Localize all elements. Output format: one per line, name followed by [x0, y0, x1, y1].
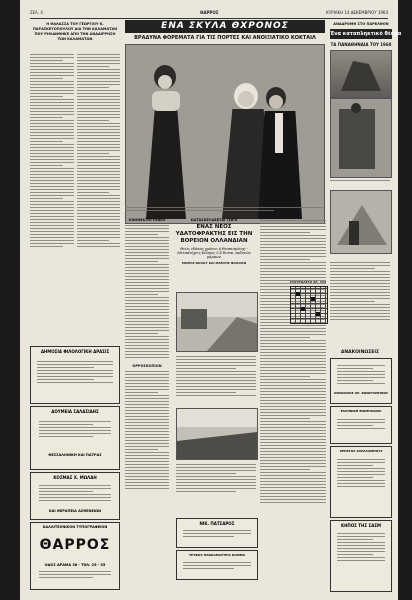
left-article-text: [30, 52, 74, 332]
dike-kicker: ΚΑΤΑΣΚΕΥΑΖΕΤΑΙ ΤΩΡΑ: [190, 218, 238, 222]
side-label-b: ΟΡΡΟΣΚΟΠΙΟΝ: [132, 364, 162, 368]
ad-box-3-title: ΚΑΙ ΘΕΡΑΠΕΙΑ ΑΣΘΕΝΕΙΩΝ: [48, 509, 102, 513]
newspaper-page: [20, 0, 402, 600]
ad-box-1-title: ΔΗΜΟΣΙΑ ΦΙΛΟΛΟΓΙΚΗ ΔΡΑΣΙΣ: [40, 349, 110, 354]
parade-photo: [330, 50, 392, 98]
right-caption: [330, 178, 390, 183]
side-label-a: ΚΙΝΗΜΑΤΟΓΡΑΦΟΙ: [128, 218, 166, 222]
right-sub: ΤΑ ΠΑΝΑΘΗΝΑΙΑ ΤΟΥ 1960: [330, 42, 392, 47]
issue-date: ΚΥΡΙΑΚΗ 14 ΔΕΚΕΜΒΡΙΟΥ 1964: [326, 10, 388, 15]
crossword-grid: [290, 286, 328, 324]
ad-box-4: [30, 522, 120, 590]
dike-text-1: [176, 354, 256, 398]
right-ad-3-title: ΧΡΗΣΤΟΣ ΧΑΡΑΛΑΜΠΟΥΣ: [339, 449, 383, 453]
center-left-text: [125, 218, 169, 491]
bottom-box-b: [176, 550, 258, 580]
ad-box-1: [30, 346, 120, 404]
dike-headline: ΕΝΑΣ ΝΕΟΣ ΥΔΑΤΟΦΡΑΚΤΗΣ ΕΙΣ ΤΗΝ ΒΟΡΕΙΟΝ ΟΛΛΑΝΔΙΑΝ: [175, 224, 253, 244]
page-header: [30, 10, 388, 19]
feature-subbanner: ΒΡΑΔΥΝΑ ΦΟΡΕΜΑΤΑ ΓΙΑ ΤΙΣ ΠΟΡΤΕΣ ΚΑΙ ΑΝΟΙΞΙΑΤΙΚΟ ΚΟΚΤΑΙΛ: [134, 35, 316, 41]
ad-box-4-sub: ΟΔΟΣ ΔΡΑΜΑ 38 - ΤΗΛ. 25 - 35: [44, 563, 106, 567]
right-ad-1-title: ΑΘΑΝΑΣΙΟΣ ΑΡ. ΚΩΝΣΤΑΝΤΙΝΟΣ: [333, 391, 389, 395]
dike-text-2: [176, 462, 256, 494]
right-ad-2: [330, 406, 392, 444]
dike-photo-2: [176, 408, 258, 460]
ad-box-4-title: ΚΑΛΛΙΤΕΧΝΙΚΟΝ ΤΥΠΟΓΡΑΦΕΙΟΝ: [42, 525, 108, 529]
bottom-box-a-title: ΝΙΚ. ΠΑΤΣΑΡΟΣ: [199, 521, 235, 526]
photo-caption: [125, 205, 323, 213]
left-column: [30, 20, 120, 595]
ad-box-3: [30, 472, 120, 520]
dike-story: [173, 218, 255, 265]
feature-banner: [125, 20, 325, 33]
center-feature: [125, 20, 325, 220]
right-ad-4-title: ΚΗΠΟΣ ΤΗΣ ΣΑΣΜ: [340, 523, 382, 528]
left-headline: Η ΘΑΛΑΣΣΑ ΤΟΥ ΓΕΩΡΓΙΟΥ Κ. ΠΑΡΑΣΚΕΥΟΠΟΥΛΟΥ ΔΙΑ ΤΗΝ ΚΑΛΑΜΑΤΑΝ ΠΟΥ ΡΗΛΑΝΘΗΚΕ ΑΠΟ ΤΗΝ ΑΝΑΔΙΡΡΗΣΗ ΤΩΝ ΚΑΛΑΜΑΤΩΝ: [32, 22, 118, 41]
masthead-title: ΘΑΡΡΟΣ: [200, 10, 219, 15]
ad-box-2-title: ΔΟΥΜΕΙΑ ΣΑΛΑΣΙΔΗΣ: [51, 409, 99, 414]
page-number: ΣΕΛ. 4: [30, 10, 43, 15]
right-ad-4: [330, 520, 392, 592]
ad-box-4-name: ΘΑΡΡΟΣ: [39, 537, 111, 553]
feature-banner-text: ΕΝΑ ΣΚΥΛΑ ΘΧΡΟΝΟΣ: [161, 21, 289, 31]
right-headline-bar: [330, 29, 402, 39]
left-article-text-2: [77, 52, 120, 332]
right-text: [330, 260, 390, 322]
bottom-box-a: [176, 518, 258, 548]
center-right-text: [260, 218, 326, 505]
right-headline: Ένα καταπληκτικό θέαμα: [330, 31, 402, 37]
right-column: [289, 20, 402, 595]
dike-byline: ΜΙΣΕΛΕ ΝΟΛΟΥ ΚΑΙ ΜΑΡΛΗΣ ΦΙΛΣΣΟΝ: [181, 261, 247, 265]
right-ad-2-title: ΕΛΛΗΝΙΚΗ ΒΙΟΜΗΧΑΝΙΑ: [340, 409, 382, 413]
fashion-photo: [125, 44, 325, 224]
dike-deck: Θεώς εδόσας χρόνου ή Θεσπισμένης - Μεταπτύχεις Κόσμος 5,6 δισεκ. εκδονών μάρκων: [177, 247, 251, 259]
right-kicker: ΑΝΑΔΡΟΜΗ ΣΤΟ ΠΑΡΕΛΘΟΝ: [333, 22, 389, 26]
right-ad-1: [330, 358, 392, 404]
ad-box-3-name: ΚΟΣΜΑΣ Χ. ΜΩΛΑΗ: [53, 475, 97, 480]
parade-photo-2: [330, 98, 392, 178]
ads-title: ΑΝΑΚΟΙΝΩΣΕΙΣ: [340, 350, 380, 355]
ad-box-2-sub: ΘΕΣΣΑΛΟΝΙΚΗ ΚΑΙ ΠΑΤΡΑΣ: [48, 453, 102, 457]
crossword-label: ΣΤΑΥΡΟΛΕΞΟ ΑΡ. 433: [289, 280, 327, 284]
ad-box-2: [30, 406, 120, 470]
right-ad-3: [330, 446, 392, 518]
bottom-box-b-title: ΤΡΥΦΟΣ ΠΑΝΟΑΜΑΣΤΡΙΑ ΚΟΜΜΑ: [188, 553, 246, 557]
tent-photo: [330, 190, 392, 254]
dike-photo-1: [176, 292, 258, 352]
